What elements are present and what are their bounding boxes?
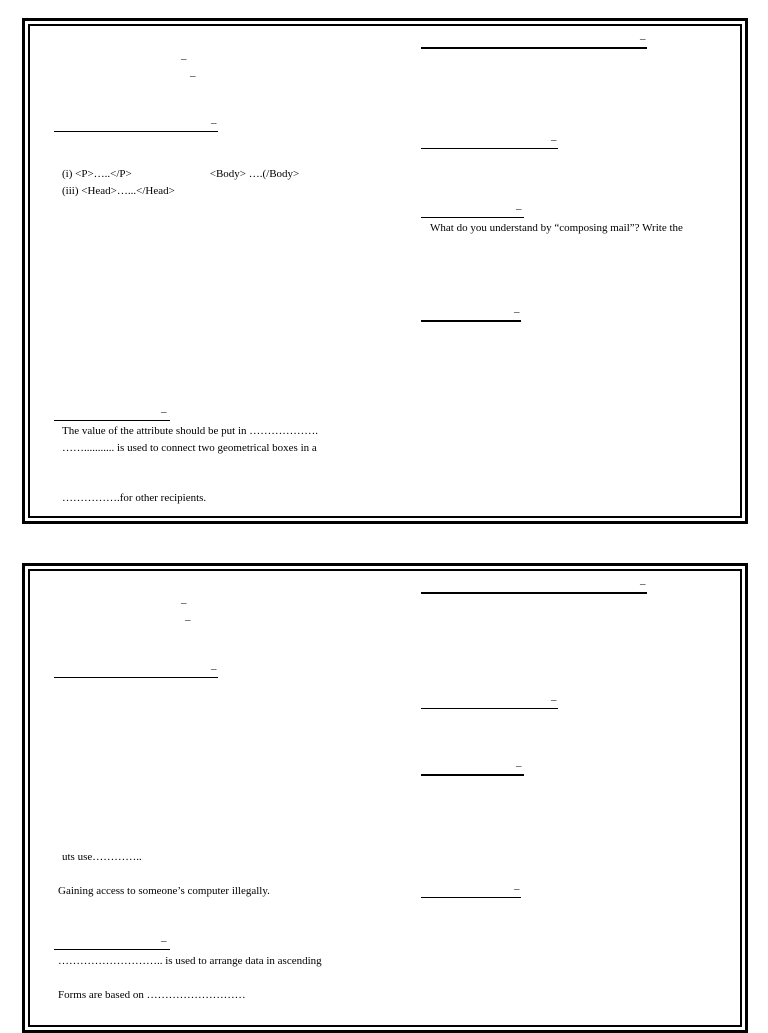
blank-dash: – xyxy=(211,117,217,129)
section-heading-line xyxy=(54,677,218,678)
section-heading-line xyxy=(54,949,170,950)
composing-mail-question: What do you understand by “composing mail”? Write the xyxy=(430,222,683,234)
blank-dash: – xyxy=(190,70,196,82)
section-heading-line xyxy=(54,420,170,421)
blank-dash: – xyxy=(514,306,520,318)
blank-dash: – xyxy=(551,134,557,146)
section-heading-line xyxy=(421,47,647,49)
attribute-value-question: The value of the attribute should be put in ………………. xyxy=(62,425,319,437)
blank-dash: – xyxy=(181,53,187,65)
section-heading-line xyxy=(421,897,521,898)
html-tag-option-body: <Body> ….(/Body> xyxy=(209,168,300,180)
section-heading-line xyxy=(421,592,647,594)
hacking-definition: Gaining access to someone’s computer illegally. xyxy=(58,885,270,897)
section-heading-line xyxy=(54,131,218,132)
html-tag-option-p: (i) <P>…..</P> xyxy=(62,168,132,180)
blank-dash: – xyxy=(516,760,522,772)
blank-dash: – xyxy=(181,597,187,609)
section-heading-line xyxy=(421,217,524,218)
blank-dash: – xyxy=(640,578,646,590)
forms-question: Forms are based on ……………………… xyxy=(58,989,246,1001)
section-heading-line xyxy=(421,708,558,709)
blank-dash: – xyxy=(514,883,520,895)
blank-dash: – xyxy=(211,663,217,675)
html-tag-option-head: (iii) <Head>…...</Head> xyxy=(62,185,175,197)
blank-dash: – xyxy=(640,33,646,45)
section-heading-line xyxy=(421,774,524,776)
section-heading-line xyxy=(421,320,521,322)
connector-question: ……........... is used to connect two geometrical boxes in a xyxy=(62,442,317,454)
recipients-question: …………….for other recipients. xyxy=(62,492,207,504)
uts-use-text: uts use………….. xyxy=(62,851,142,863)
blank-dash: – xyxy=(185,614,191,626)
sort-question: ……………………….. is used to arrange data in ascending xyxy=(58,955,322,967)
blank-dash: – xyxy=(161,406,167,418)
blank-dash: – xyxy=(551,694,557,706)
blank-dash: – xyxy=(161,935,167,947)
section-heading-line xyxy=(421,148,558,149)
html-tags-option-row-1 xyxy=(62,168,299,181)
blank-dash: – xyxy=(516,203,522,215)
